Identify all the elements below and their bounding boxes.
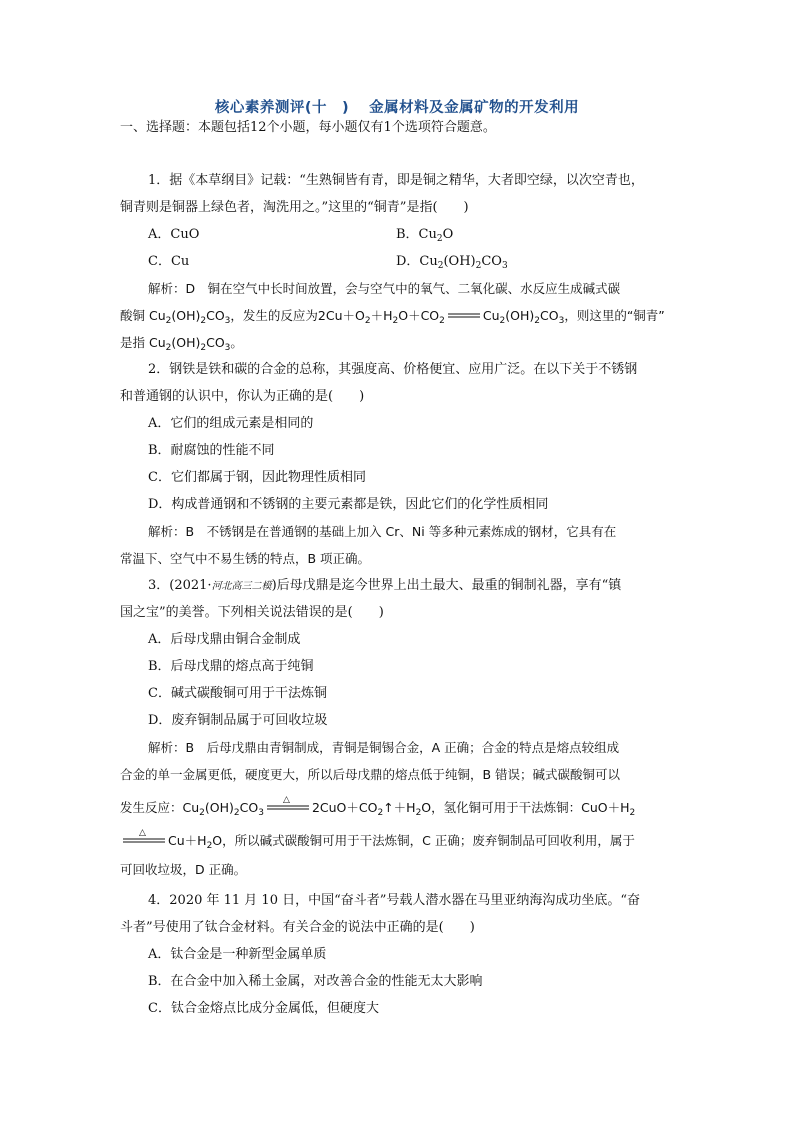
q1-answer-line2: 酸铜 $Cu_2(OH)_2CO_3$，发生的反应为$2Cu+O_2+H_2O+CO_2$ $Cu_2(OH)_2CO_3$，则这里的“铜青”: [120, 308, 665, 326]
q2-stem-line2: 和普通钢的认识中，你认为正确的是( ): [120, 389, 365, 404]
q3-option-d: D．废弃铜制品属于可回收垃圾: [148, 713, 328, 728]
q3-answer-line5: 可回收垃圾，D 正确。: [120, 862, 247, 877]
q4-stem-line2: 斗者”号使用了钛合金材料。有关合金的说法中正确的是( ): [120, 920, 475, 935]
q2-answer-line2: 常温下、空气中不易生锈的特点，B 项正确。: [120, 551, 371, 566]
q3-stem-line1: 3．(2021·河北高三二模)后母戊鼎是迄今世界上出土最大、最重的铜制礼器，享有“镇: [148, 578, 622, 593]
q1-answer-line1: 解析：D 铜在空气中长时间放置，会与空气中的氧气、二氧化碳、水反应生成碱式碳: [148, 281, 621, 296]
q4-option-a: A．钛合金是一种新型金属单质: [148, 947, 327, 962]
equals-sign: [447, 307, 481, 324]
q3-option-c: C．碱式碳酸铜可用于干法炼铜: [148, 686, 327, 701]
q4-stem-line1: 4．2020 年 11 月 10 日，中国“奋斗者”号载人潜水器在马里亚纳海沟成功坐底。“奋: [148, 893, 641, 908]
q2-option-a: A．它们的组成元素是相同的: [148, 416, 314, 431]
q2-stem-line1: 2．钢铁是铁和碳的合金的总称，其强度高、价格便宜、应用广泛。在以下关于不锈钢: [148, 362, 638, 377]
q2-option-c: C．它们都属于钢，因此物理性质相同: [148, 470, 366, 485]
q1-option-b: B．$Cu_2O$: [396, 227, 454, 244]
heat-equals-sign: △: [282, 795, 290, 805]
q3-answer-line2: 合金的单一金属更低，硬度更大，所以后母戊鼎的熔点低于纯铜，B 错误；碱式碳酸铜可以: [120, 767, 621, 782]
q1-option-c: C．Cu: [148, 254, 190, 269]
q3-stem-line2: 国之宝”的美誉。下列相关说法错误的是( ): [120, 605, 384, 620]
heat-equals-sign: △: [139, 828, 146, 838]
q3-source-tag: 河北高三二模: [211, 581, 272, 592]
q1-stem-line2: 铜青则是铜器上绿色者，淘洗用之。”这里的“铜青”是指( ): [120, 200, 469, 215]
q4-option-b: B．在合金中加入稀土金属，对改善合金的性能无太大影响: [148, 974, 483, 989]
section-heading: 一、选择题：本题包括12个小题，每小题仅有1个选项符合题意。: [120, 120, 496, 135]
q2-option-d: D．构成普通钢和不锈钢的主要元素都是铁，因此它们的化学性质相同: [148, 497, 549, 512]
q1-answer-line3: 是指 $Cu_2(OH)_2CO_3$。: [120, 335, 243, 353]
q2-answer-line1: 解析：B 不锈钢是在普通钢的基础上加入 Cr、Ni 等多种元素炼成的钢材，它具有在: [148, 524, 617, 539]
title-part-1: 核心素养测评(十 ): [214, 100, 350, 116]
q4-option-c: C．钛合金熔点比成分金属低，但硬度大: [148, 1001, 379, 1016]
q3-answer-line4: △ $Cu+H_2O$，所以碱式碳酸铜可用于干法炼铜，C 正确；废弃铜制品可回收利用，属于: [120, 832, 635, 849]
q3-option-a: A．后母戊鼎由铜合金制成: [148, 632, 301, 647]
page-title: [0, 96, 794, 117]
q1-stem-line1: 1．据《本草纲目》记载：“生熟铜皆有青，即是铜之精华，大者即空绿，以次空青也，: [148, 173, 644, 188]
q1-option-a: A．CuO: [148, 227, 200, 242]
q3-option-b: B．后母戊鼎的熔点高于纯铜: [148, 659, 314, 674]
q3-answer-line3: 发生反应：$Cu_2(OH)_2CO_3$ △ $2CuO+CO_2↑+H_2O$，氢化铜可用于干法炼铜：$CuO+H_2$: [120, 795, 636, 818]
q3-answer-line1: 解析：B 后母戊鼎由青铜制成，青铜是铜锡合金，A 正确；合金的特点是熔点较组成: [148, 740, 620, 755]
q2-option-b: B．耐腐蚀的性能不同: [148, 443, 275, 458]
q1-option-d: D．$Cu_2(OH)_2CO_3$: [396, 254, 508, 271]
title-part-2: 金属材料及金属矿物的开发利用: [369, 100, 580, 116]
